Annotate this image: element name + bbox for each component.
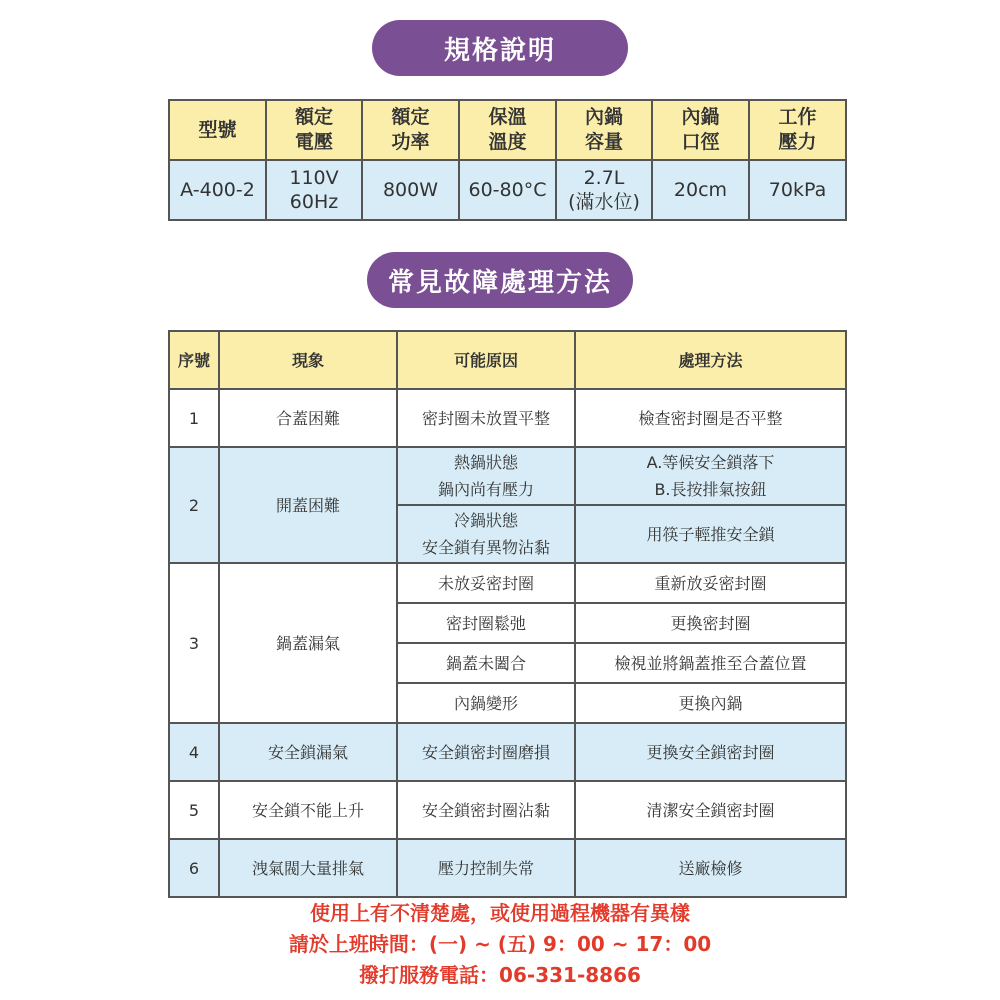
row-solution: 清潔安全鎖密封圈 <box>575 781 846 839</box>
table-row <box>169 563 846 603</box>
troubleshooting-table <box>168 330 847 898</box>
row-cause: 未放妥密封圈 <box>397 563 575 603</box>
row-solution: 用筷子輕推安全鎖 <box>575 505 846 563</box>
row-solution: 更換密封圈 <box>575 603 846 643</box>
table-row <box>169 781 846 839</box>
service-phone: 撥打服務電話：06-331-8866 <box>359 963 641 987</box>
row-cause: 密封圈未放置平整 <box>397 389 575 447</box>
row-solution: 送廠檢修 <box>575 839 846 897</box>
row-symptom: 合蓋困難 <box>219 389 397 447</box>
row-solution: A.等候安全鎖落下 B.長按排氣按鈕 <box>575 447 846 505</box>
row-solution: 更換安全鎖密封圈 <box>575 723 846 781</box>
notice-line: 使用上有不清楚處，或使用過程機器有異樣 <box>310 901 690 925</box>
row-solution: 檢視並將鍋蓋推至合蓋位置 <box>575 643 846 683</box>
row-symptom: 安全鎖漏氣 <box>219 723 397 781</box>
spec-value-power: 800W <box>362 160 459 220</box>
row-solution: 檢查密封圈是否平整 <box>575 389 846 447</box>
troubleshooting-header-row <box>169 331 846 389</box>
spec-value-working-pressure: 70kPa <box>749 160 846 220</box>
header-cause: 可能原因 <box>397 331 575 389</box>
row-cause: 壓力控制失常 <box>397 839 575 897</box>
spec-value-row <box>169 160 846 220</box>
table-row <box>169 389 846 447</box>
table-row <box>169 839 846 897</box>
header-symptom: 現象 <box>219 331 397 389</box>
spec-value-inner-pot-diameter: 20cm <box>652 160 749 220</box>
spec-header-row <box>169 100 846 160</box>
row-symptom: 鍋蓋漏氣 <box>219 563 397 723</box>
table-row <box>169 447 846 505</box>
service-notice <box>0 898 1000 991</box>
header-solution: 處理方法 <box>575 331 846 389</box>
row-cause: 安全鎖密封圈磨損 <box>397 723 575 781</box>
spec-value-keep-warm-temp: 60-80°C <box>459 160 556 220</box>
table-row <box>169 723 846 781</box>
spec-value-model: A-400-2 <box>169 160 266 220</box>
spec-header-model: 型號 <box>169 100 266 160</box>
spec-header-keep-warm-temp: 保溫 溫度 <box>459 100 556 160</box>
row-number: 6 <box>169 839 219 897</box>
row-symptom: 安全鎖不能上升 <box>219 781 397 839</box>
row-cause: 安全鎖密封圈沾黏 <box>397 781 575 839</box>
spec-header-inner-pot-diameter: 內鍋 口徑 <box>652 100 749 160</box>
spec-value-voltage: 110V 60Hz <box>266 160 362 220</box>
spec-header-voltage: 額定 電壓 <box>266 100 362 160</box>
row-cause: 密封圈鬆弛 <box>397 603 575 643</box>
spec-header-power: 額定 功率 <box>362 100 459 160</box>
row-solution: 重新放妥密封圈 <box>575 563 846 603</box>
spec-value-inner-pot-capacity: 2.7L (滿水位) <box>556 160 652 220</box>
row-number: 4 <box>169 723 219 781</box>
spec-header-working-pressure: 工作 壓力 <box>749 100 846 160</box>
service-hours: 請於上班時間：(一) ~ (五) 9：00 ~ 17：00 <box>288 932 712 956</box>
row-symptom: 開蓋困難 <box>219 447 397 563</box>
troubleshooting-title: 常見故障處理方法 <box>367 252 633 308</box>
row-number: 2 <box>169 447 219 563</box>
row-cause: 內鍋變形 <box>397 683 575 723</box>
row-number: 3 <box>169 563 219 723</box>
header-number: 序號 <box>169 331 219 389</box>
row-number: 5 <box>169 781 219 839</box>
row-cause: 鍋蓋未闔合 <box>397 643 575 683</box>
row-number: 1 <box>169 389 219 447</box>
row-solution: 更換內鍋 <box>575 683 846 723</box>
row-symptom: 洩氣閥大量排氣 <box>219 839 397 897</box>
spec-table <box>168 99 847 221</box>
spec-header-inner-pot-capacity: 內鍋 容量 <box>556 100 652 160</box>
row-cause: 熱鍋狀態 鍋內尚有壓力 <box>397 447 575 505</box>
row-cause: 冷鍋狀態 安全鎖有異物沾黏 <box>397 505 575 563</box>
spec-title: 規格說明 <box>372 20 628 76</box>
